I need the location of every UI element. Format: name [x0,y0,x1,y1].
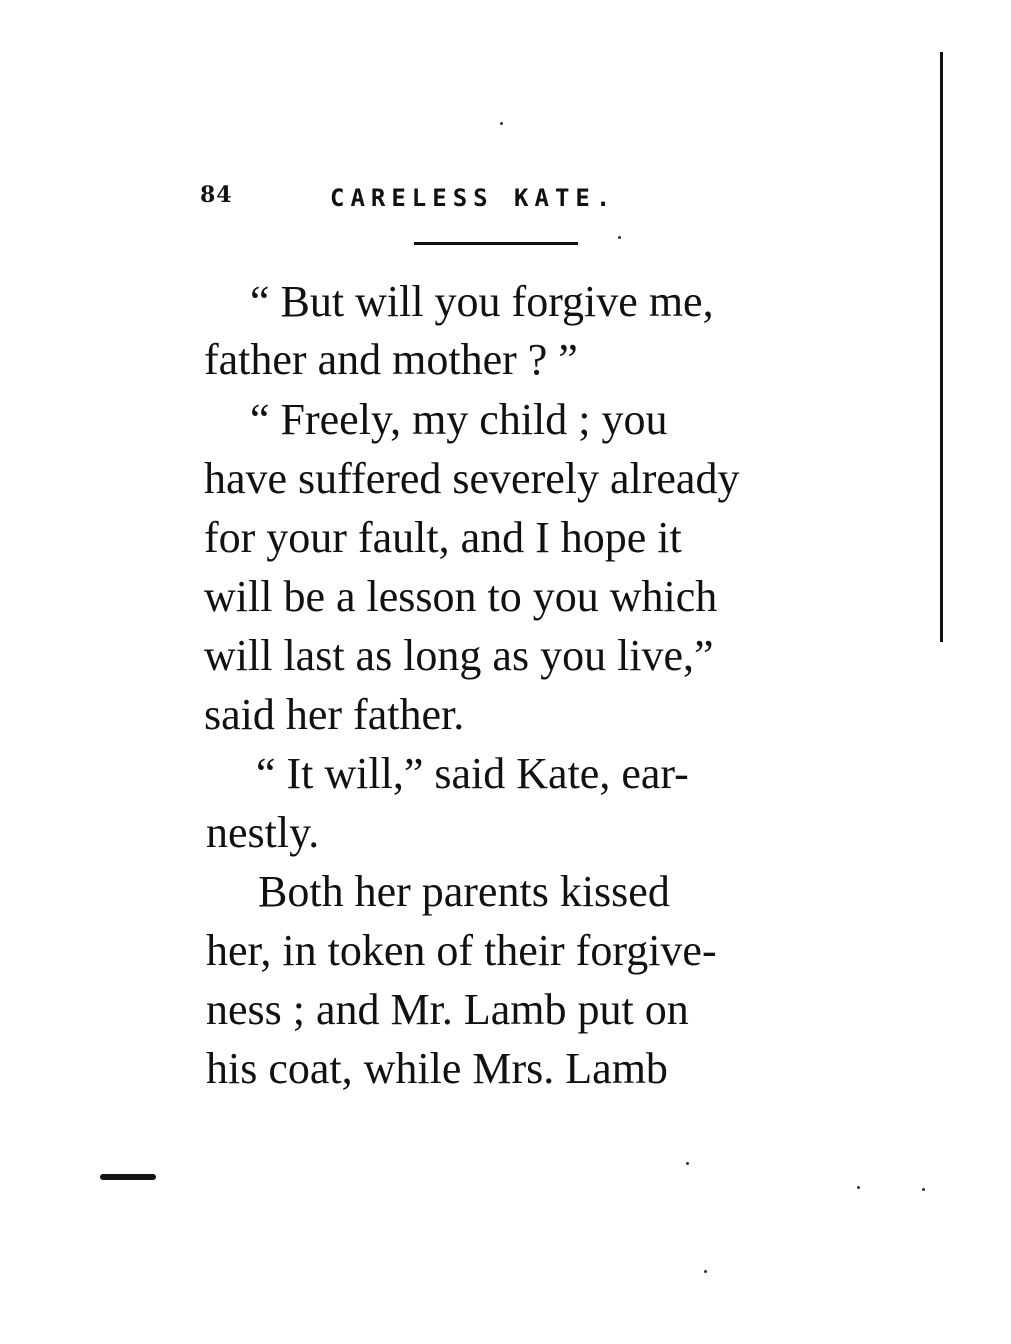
text-line: “ It will,” said Kate, ear- [256,749,689,798]
scan-speck [922,1188,925,1191]
text-line: will last as long as you live,” [204,631,714,680]
text-line: for your fault, and I hope it [204,513,682,562]
scan-mark [100,1174,156,1180]
scan-speck [618,236,621,239]
scan-speck [500,122,503,125]
text-line: “ But will you forgive me, [250,277,714,326]
text-line: said her father. [204,690,465,739]
running-head-title: CARELESS KATE. [330,184,617,212]
text-line: her, in token of their forgive- [206,926,717,975]
scan-edge-line [940,52,943,642]
text-line: have suffered severely already [204,454,740,503]
text-line: Both her parents kissed [258,867,670,916]
text-line: ness ; and Mr. Lamb put on [206,985,689,1034]
text-line: nestly. [206,808,320,857]
scan-speck [704,1270,707,1273]
text-line: “ Freely, my child ; you [250,395,668,444]
text-line: father and mother ? ” [204,335,578,384]
scan-speck [857,1186,860,1189]
header-rule [414,242,578,245]
text-line: his coat, while Mrs. Lamb [206,1044,668,1093]
scan-speck [686,1162,689,1165]
page-number: 84 [200,182,233,208]
text-line: will be a lesson to you which [204,572,718,621]
